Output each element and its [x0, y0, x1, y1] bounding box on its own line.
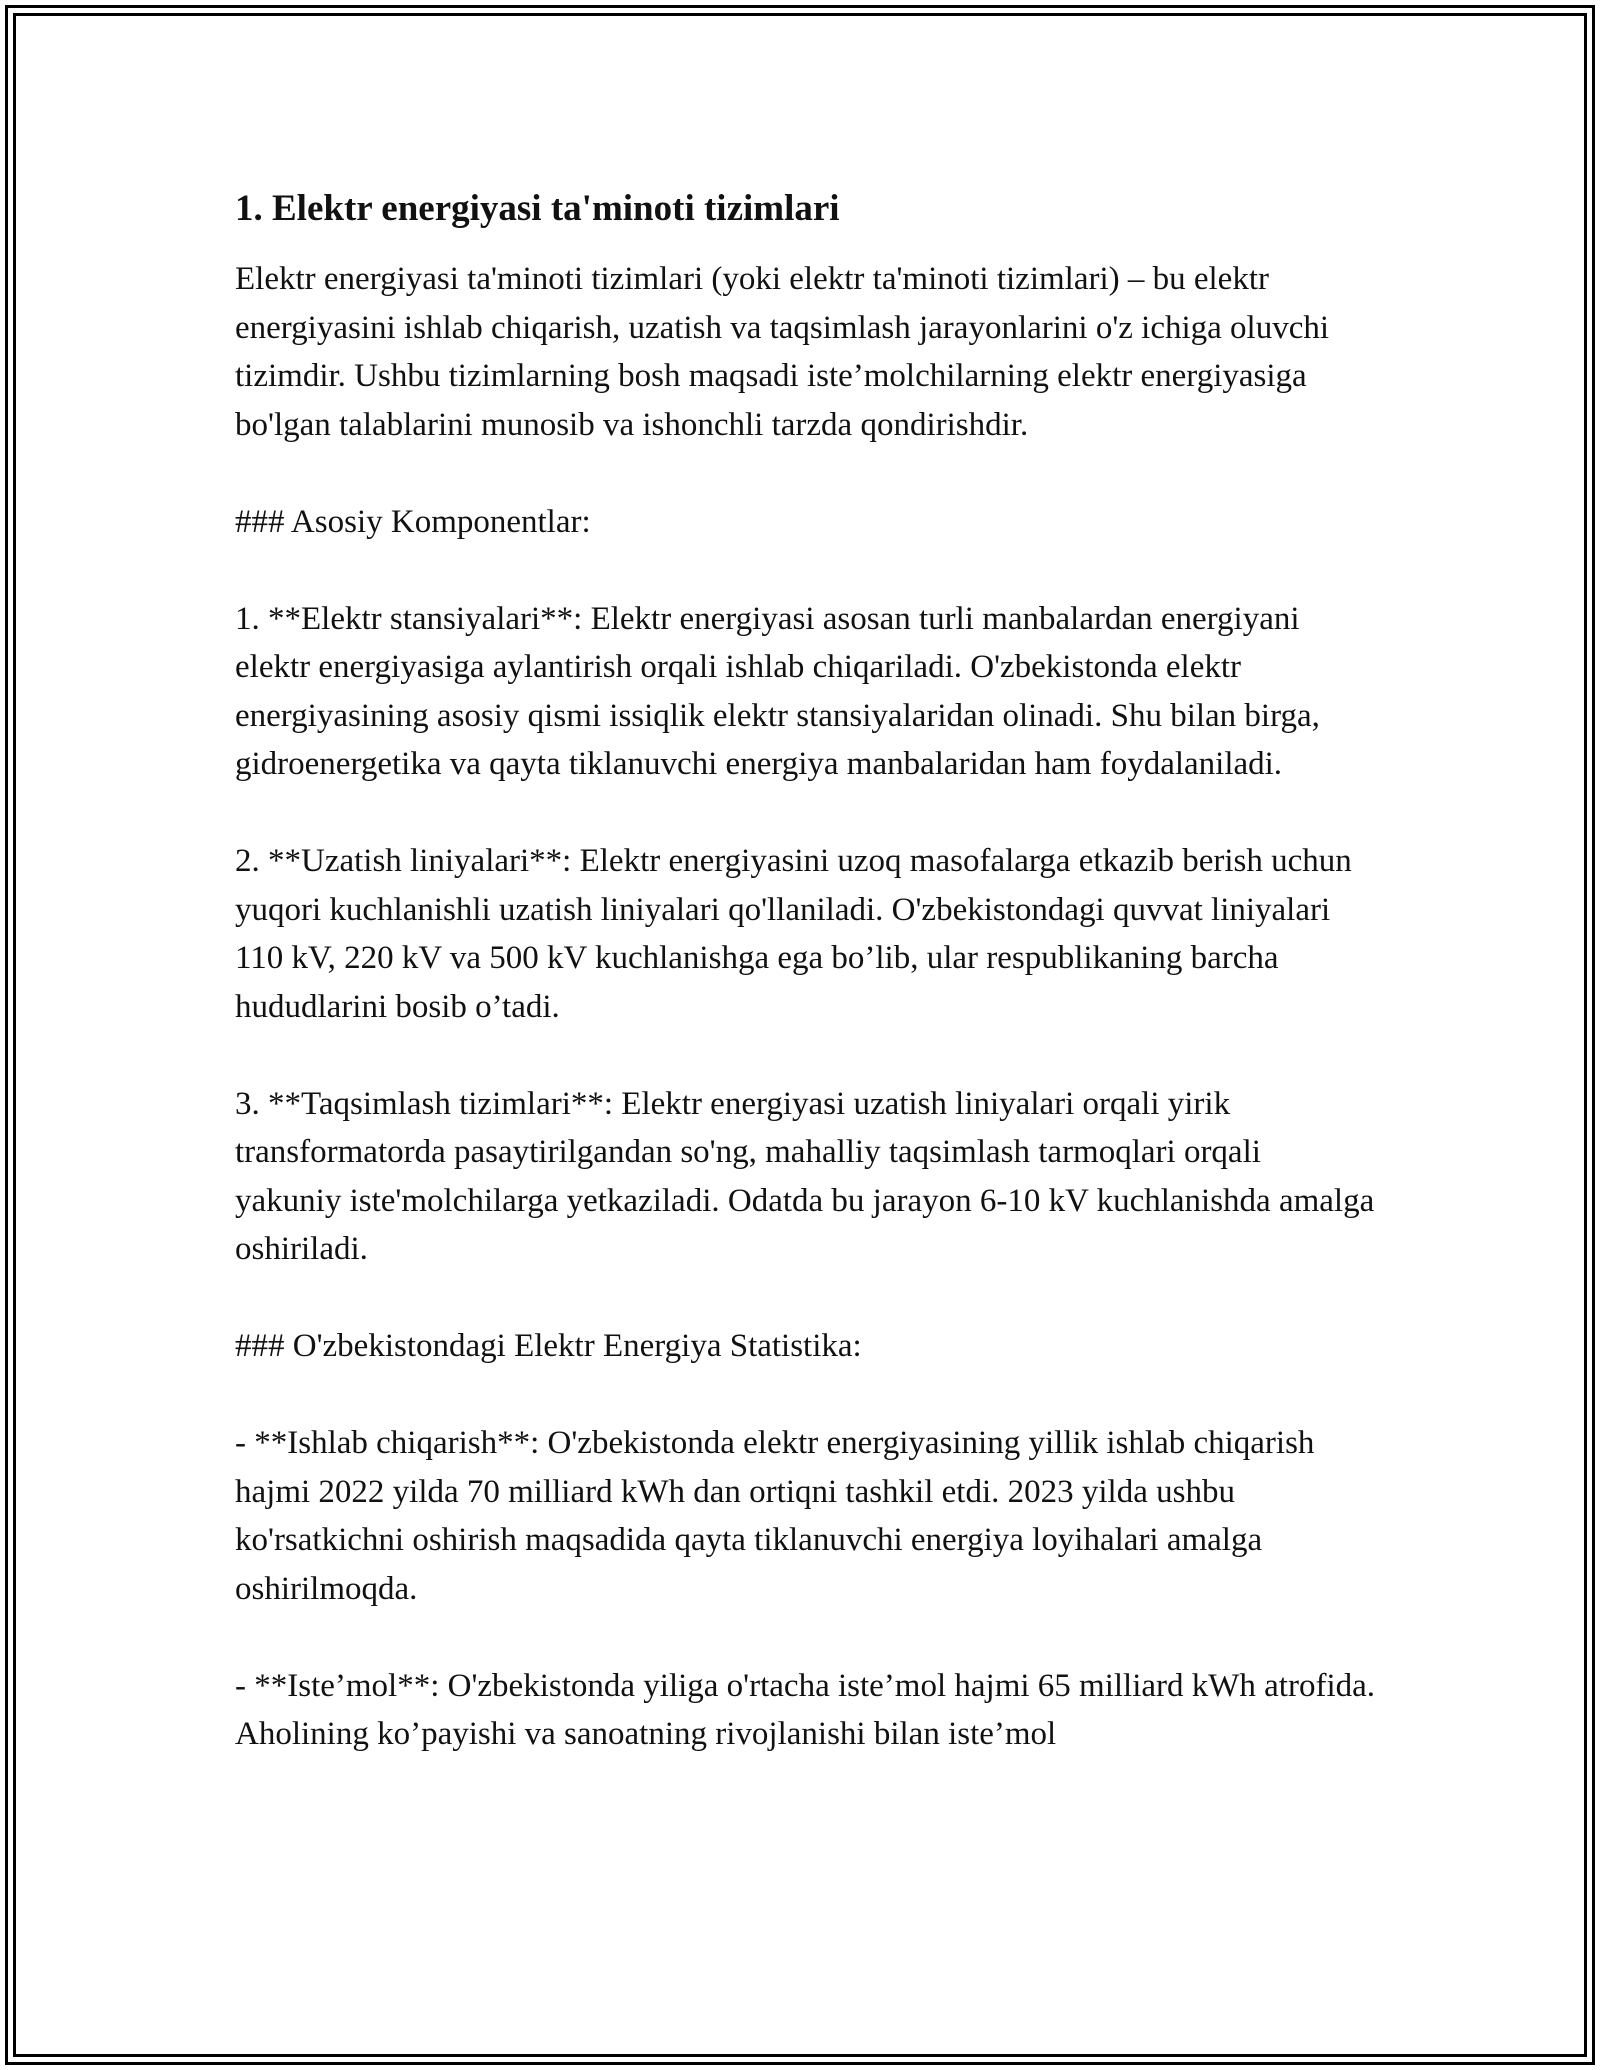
subheading-components: ### Asosiy Komponentlar: — [235, 503, 591, 540]
section-heading: 1. Elektr energiyasi ta'minoti tizimlari — [235, 188, 840, 229]
document-body — [235, 185, 1375, 1759]
paragraph-distribution-systems: 3. **Taqsimlash tizimlari**: Elektr energiyasi uzatish liniyalari orqali yirik transformatorda pasaytirilgandan so'ng, mahalliy taqsimlash tarmoqlari orqali yakuniy iste'molchilarga yetkaziladi. Odatda bu jarayon 6-10 kV kuchlanishda amalga oshiriladi. — [235, 1085, 1375, 1267]
paragraph-power-stations: 1. **Elektr stansiyalari**: Elektr energiyasi asosan turli manbalardan energiyani elektr energiyasiga aylantirish orqali ishlab chiqariladi. O'zbekistonda elektr energiyasining asosiy qismi issiqlik elektr stansiyalaridan olinadi. Shu bilan birga, gidroenergetika va qayta tiklanuvchi energiya manbalaridan ham foydalaniladi. — [235, 600, 1320, 782]
paragraph-consumption: - **Iste’mol**: O'zbekistonda yiliga o'rtacha iste’mol hajmi 65 milliard kWh atrofida. Aholining ko’payishi va sanoatning rivojlanishi bilan iste’mol — [235, 1667, 1376, 1752]
intro-paragraph: Elektr energiyasi ta'minoti tizimlari (yoki elektr ta'minoti tizimlari) – bu elektr energiyasini ishlab chiqarish, uzatish va taqsimlash jarayonlarini o'z ichiga oluvchi tizimdir. Ushbu tizimlarning bosh maqsadi iste’molchilarning elektr energiyasiga bo'lgan talablarini munosib va ishonchli tarzda qondirishdir. — [235, 261, 1330, 443]
subheading-statistics: ### O'zbekistondagi Elektr Energiya Statistika: — [235, 1328, 862, 1364]
paragraph-production: - **Ishlab chiqarish**: O'zbekistonda elektr energiyasining yillik ishlab chiqarish hajmi 2022 yilda 70 milliard kWh dan ortiqni tashkil etdi. 2023 yilda ushbu ko'rsatkichni oshirish maqsadida qayta tiklanuvchi energiya loyihalari amalga oshirilmoqda. — [235, 1425, 1315, 1607]
paragraph-transmission-lines: 2. **Uzatish liniyalari**: Elektr energiyasini uzoq masofalarga etkazib berish uchun yuqori kuchlanishli uzatish liniyalari qo'llaniladi. O'zbekistondagi quvvat liniyalari 110 kV, 220 kV va 500 kV kuchlanishga ega bo’lib, ular respublikaning barcha hududlarini bosib o’tadi. — [235, 843, 1352, 1025]
